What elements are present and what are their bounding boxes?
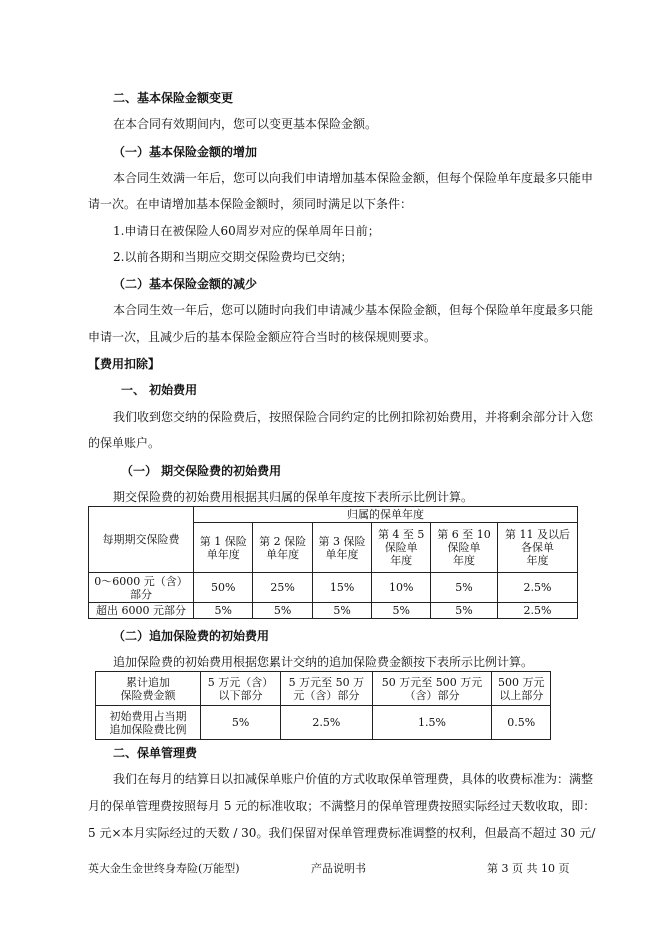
table-cell: 2.5% (281, 706, 372, 740)
column-header: 50 万元至 500 万元 （含）部分 (372, 672, 492, 706)
table-cell: 50% (194, 573, 253, 603)
subsection-heading: （一）基本保险金额的增加 (113, 145, 258, 159)
row-label: 超出 6000 元部分 (89, 603, 194, 619)
column-header: 5 万元至 50 万 元（含）部分 (281, 672, 372, 706)
column-header: 5 万元（含） 以下部分 (201, 672, 281, 706)
row-label: 0～6000 元（含） 部分 (89, 573, 194, 603)
row-label: 初始费用占当期 追加保险费比例 (96, 706, 201, 740)
list-item: 1.申请日在被保险人60周岁对应的保单周年日前； (113, 224, 380, 238)
table-cell: 5% (372, 603, 431, 619)
section-heading: 二、基本保险金额变更 (113, 91, 234, 105)
column-header: 第 4 至 5 保险单 年度 (372, 523, 431, 573)
subsection-heading: （一） 期交保险费的初始费用 (121, 464, 282, 478)
table-cell: 5% (312, 603, 371, 619)
column-header: 第 1 保险 单年度 (194, 523, 253, 573)
table-cell: 2.5% (497, 573, 577, 603)
initial-fee-table (88, 506, 578, 619)
paragraph: 本合同生效满一年后，您可以向我们申请增加基本保险金额，但每个保险单年度最多只能申 (113, 171, 594, 185)
footer-page-number: 第 3 页 共 10 页 (487, 862, 570, 875)
table-row (96, 706, 551, 740)
paragraph: 5 元×本月实际经过的天数 / 30。我们保留对保单管理费标准调整的权利，但最高不超过 30 元/ (88, 826, 596, 840)
paragraph: 月的保单管理费按照每月 5 元的标准收取；不满整月的保单管理费按照实际经过天数收取，即： (88, 799, 596, 813)
table-corner: 每期期交保险费 (89, 507, 194, 573)
paragraph: 本合同生效一年后，您可以随时向我们申请减少基本保险金额，但每个保险单年度最多只能 (113, 303, 594, 317)
paragraph: 的保单账户。 (88, 436, 161, 450)
table-cell: 2.5% (497, 603, 577, 619)
footer-doc-type: 产品说明书 (311, 862, 366, 875)
table-caption: 期交保险费的初始费用根据其归属的保单年度按下表所示比例计算。 (113, 490, 474, 504)
table-cell: 5% (201, 706, 281, 740)
table-corner: 累计追加 保险费金额 (96, 672, 201, 706)
column-header: 第 2 保险 单年度 (253, 523, 312, 573)
section-heading: 【费用扣除】 (88, 357, 161, 371)
paragraph: 我们在每月的结算日以扣减保单账户价值的方式收取保单管理费，具体的收费标准为：满整 (113, 772, 594, 786)
footer-product-name: 英大金生金世终身寿险(万能型) (88, 862, 240, 875)
table-cell: 5% (431, 603, 498, 619)
subsection-heading: （二）追加保险费的初始费用 (113, 629, 270, 643)
table-cell: 1.5% (372, 706, 492, 740)
paragraph: 在本合同有效期间内，您可以变更基本保险金额。 (113, 117, 378, 131)
table-cell: 25% (253, 573, 312, 603)
additional-fee-table (95, 671, 551, 740)
list-item: 2.以前各期和当期应交期交保险费均已交纳； (113, 250, 353, 264)
column-header: 500 万元 以上部分 (492, 672, 551, 706)
paragraph: 申请一次，且减少后的基本保险金额应符合当时的核保规则要求。 (88, 330, 437, 344)
table-row (89, 573, 578, 603)
paragraph: 我们收到您交纳的保险费后，按照保险合同约定的比例扣除初始费用，并将剩余部分计入您 (113, 410, 594, 424)
section-heading: 一、 初始费用 (121, 383, 198, 397)
table-row (89, 603, 578, 619)
table-cell: 10% (372, 573, 431, 603)
table-cell: 15% (312, 573, 371, 603)
table-cell: 5% (194, 603, 253, 619)
paragraph: 请一次。在申请增加基本保险金额时，须同时满足以下条件： (88, 197, 413, 211)
column-header: 第 6 至 10 保险单 年度 (431, 523, 498, 573)
section-heading: 二、保单管理费 (113, 746, 198, 760)
table-cell: 0.5% (492, 706, 551, 740)
table-cell: 5% (253, 603, 312, 619)
table-cell: 5% (431, 573, 498, 603)
table-group-header: 归属的保单年度 (194, 507, 578, 523)
subsection-heading: （二）基本保险金额的减少 (113, 277, 258, 291)
column-header: 第 11 及以后 各保单 年度 (497, 523, 577, 573)
column-header: 第 3 保险 单年度 (312, 523, 371, 573)
table-caption: 追加保险费的初始费用根据您累计交纳的追加保险费金额按下表所示比例计算。 (113, 655, 534, 669)
